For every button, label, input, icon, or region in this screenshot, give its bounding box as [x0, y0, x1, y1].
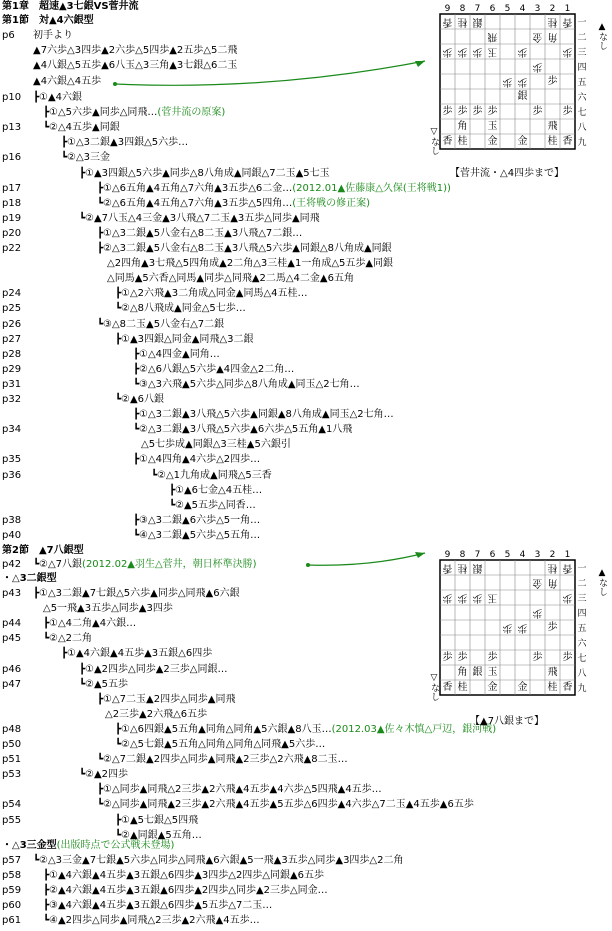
- shogi-piece: 歩: [472, 46, 483, 57]
- file-label: 1: [564, 4, 571, 14]
- shogi-piece: 歩: [562, 106, 573, 117]
- shogi-piece: 飛: [487, 31, 498, 42]
- hand-label: ▲なし: [597, 22, 607, 50]
- variation-line: ┗②△6五角▲4五角△7六角▲3五歩△5四角…(王将戦の修正案): [97, 197, 371, 209]
- page-ref: p51: [2, 754, 22, 766]
- shogi-piece: 金: [532, 31, 543, 42]
- file-label: 7: [474, 4, 481, 14]
- variation-line: △同馬▲5六香△同馬▲同歩△同飛▲2二馬△4二金▲6五角: [107, 273, 354, 285]
- file-label: 9: [444, 550, 451, 560]
- hand-label: ▽なし: [430, 127, 439, 155]
- opening-line: ▲4六銀△4五歩: [33, 76, 102, 87]
- page-ref: p6: [2, 30, 15, 41]
- page-ref: p10: [2, 92, 22, 103]
- variation-line: ┗④▲2四歩△同歩▲同飛△2三歩▲2六飛▲4五歩…: [43, 915, 260, 927]
- page-ref: p46: [2, 663, 22, 675]
- page-ref: p18: [2, 197, 22, 209]
- variation-line: ┣①△3二銀▲3四銀△5六歩…: [61, 137, 189, 149]
- rank-label: 五: [577, 624, 587, 634]
- shogi-piece: 歩: [472, 592, 483, 603]
- shogi-piece: 歩: [442, 106, 453, 117]
- shogi-piece: 歩: [487, 106, 498, 117]
- rank-label: 三: [577, 48, 587, 58]
- shogi-piece: 歩: [532, 652, 543, 663]
- file-label: 8: [459, 4, 466, 14]
- rank-label: 三: [577, 594, 587, 604]
- page-ref: p36: [2, 469, 22, 481]
- variation-line: ┗②△7八銀(2012.02▲羽生△菅井，朝日杯準決勝): [33, 559, 257, 570]
- file-label: 9: [444, 4, 451, 14]
- shogi-piece: 桂: [547, 16, 558, 27]
- variation-line: ┗②△8八飛成▲同金△5七歩…: [115, 303, 246, 315]
- shogi-piece: 歩: [502, 76, 513, 87]
- rank-label: 二: [577, 579, 587, 589]
- variation-line: ┣①▲3四銀△5六歩▲同歩△8八角成▲同銀△7二玉▲5七玉: [79, 167, 330, 179]
- page-ref: p24: [2, 288, 22, 300]
- shogi-piece: 歩: [547, 622, 558, 633]
- section2-title: 第2節 ▲7八銀型: [2, 545, 84, 556]
- variation-line: ┗③△3六飛▲5六歩△同歩△8八角成▲同玉△2七角…: [133, 378, 360, 390]
- shogi-piece: 歩: [562, 46, 573, 57]
- file-label: 4: [519, 550, 526, 560]
- shogi-piece: 角: [457, 121, 468, 132]
- variation-line: ┗②△3三金▲7七銀▲5六歩△同歩△同飛▲6六銀▲5一飛▲3五歩△同歩▲3四歩△2二角: [33, 855, 404, 866]
- section1-title: 第1節 対▲4六銀型: [2, 15, 94, 26]
- variation-line: ┣①△3二銀▲3八飛△5六歩▲同銀▲8八角成▲同玉△2七角…: [133, 409, 394, 421]
- rank-label: 八: [577, 123, 587, 133]
- rank-label: 七: [577, 108, 587, 118]
- variation-line: ┣②▲4六銀▲4五歩▲3五銀▲6四歩▲2四歩△同歩▲2三歩△同金…: [43, 885, 328, 897]
- rank-label: 四: [577, 63, 587, 73]
- shogi-piece: 歩: [457, 592, 468, 603]
- shogi-piece: 香: [562, 682, 573, 693]
- file-label: 6: [489, 550, 496, 560]
- rank-label: 九: [577, 138, 587, 148]
- page-ref: p47: [2, 678, 22, 690]
- variation-line: △5七歩成▲同銀△3三桂▲5六銀引: [141, 439, 291, 451]
- variation-line: ┗②▲5五歩△同香…: [169, 499, 256, 511]
- page-ref: p57: [2, 855, 22, 866]
- shogi-piece: 玉: [487, 121, 498, 132]
- variation-line: ┣①▲6七金△4五桂…: [169, 484, 263, 496]
- page-ref: p48: [2, 723, 22, 735]
- page-ref: p16: [2, 152, 22, 164]
- board-caption: 【▲7八銀まで】: [470, 716, 545, 727]
- shogi-piece: 角: [547, 31, 558, 42]
- variation-line: ┣③△3二銀▲6六歩△5一角…: [133, 514, 261, 526]
- variation-line: △5一飛▲3五歩△同歩▲3四歩: [43, 603, 173, 615]
- shogi-piece: 歩: [532, 106, 543, 117]
- file-label: 1: [564, 550, 571, 560]
- page-ref: p55: [2, 814, 22, 826]
- shogi-piece: 香: [442, 136, 453, 147]
- variation-line: ┗②△1九角成▲同飛△5三香: [151, 469, 272, 481]
- variation-line: ┣①△3二銀▲7七銀△5六歩▲同歩△同飛▲6六銀: [33, 588, 240, 599]
- variation-line: ┣①▲2四歩△同歩▲2三歩△同銀…: [79, 663, 228, 675]
- shogi-piece: 銀: [472, 562, 483, 573]
- shogi-board-1: [430, 2, 610, 182]
- variation-line: ┣①▲4六銀▲4五歩▲3五銀△6四歩: [61, 648, 213, 660]
- opening-line: ▲4八銀△5五歩▲6八玉△3三角▲3七銀△6二玉: [33, 60, 238, 71]
- arrow-to-board2: [300, 545, 430, 575]
- rank-label: 八: [577, 669, 587, 679]
- variation-line: ┗②△3三金: [61, 152, 111, 164]
- shogi-piece: 玉: [487, 667, 498, 678]
- file-label: 3: [534, 550, 541, 560]
- shogi-piece: 歩: [532, 61, 543, 72]
- variation-line: ┣①△5六歩▲同歩△同飛…(菅井流の原案): [43, 107, 226, 119]
- variation-line: ┗④△3二銀▲5六歩△5五角…: [133, 529, 261, 541]
- shogi-piece: 歩: [457, 46, 468, 57]
- shogi-piece: 銀: [472, 667, 483, 678]
- page-ref: p20: [2, 227, 22, 239]
- page-ref: p50: [2, 739, 22, 750]
- shogi-piece: 香: [562, 16, 573, 27]
- shogi-piece: 銀: [472, 16, 483, 27]
- page-ref: p22: [2, 243, 22, 254]
- variation-line: ┣①△6五角▲4五角△7六角▲3五歩△6二金…(2012.01▲佐藤康△久保(王将戦1)): [97, 182, 451, 194]
- shogi-piece: 桂: [457, 136, 468, 147]
- shogi-piece: 歩: [442, 46, 453, 57]
- shogi-piece: 香: [562, 136, 573, 147]
- shogi-piece: 歩: [517, 76, 528, 87]
- page-ref: p40: [2, 529, 22, 541]
- variation-line: ┣①△4四角▲4六歩△2四歩…: [133, 454, 261, 466]
- variation-line: ┣①▲5七銀△5四飛: [115, 814, 199, 826]
- hand-label: ▲なし: [597, 568, 607, 596]
- page-ref: p53: [2, 769, 22, 781]
- shogi-piece: 玉: [487, 46, 498, 57]
- variation-line: ┗②△同歩▲同飛▲2三歩▲2六飛▲4五歩▲5五歩△6四歩▲4六歩△7二玉▲4五歩▲6五歩: [97, 799, 474, 811]
- rank-label: 二: [577, 33, 587, 43]
- shogi-piece: 金: [517, 136, 528, 147]
- page-ref: p58: [2, 870, 22, 882]
- variation-line: △2四角▲3七飛△5四角成▲2二角△3三桂▲1一角成△5五歩▲同銀: [107, 258, 394, 270]
- variation-line: ┣②△3二銀▲5八金右△8二玉▲3八飛△5六歩▲同銀△8八角成▲同銀: [97, 243, 392, 254]
- page-ref: p54: [2, 799, 22, 811]
- shogi-piece: 飛: [547, 121, 558, 132]
- page-ref: p45: [2, 633, 22, 645]
- variation-line: ┗②△7二銀▲2四歩△同歩▲同飛▲2三歩△2六飛▲8二玉…: [97, 754, 348, 766]
- shogi-piece: 歩: [517, 622, 528, 633]
- shogi-piece: 金: [517, 682, 528, 693]
- shogi-piece: 飛: [547, 667, 558, 678]
- variation-line: △2三歩▲2六飛△6五歩: [105, 708, 208, 720]
- shogi-piece: 歩: [532, 607, 543, 618]
- file-label: 2: [549, 550, 556, 560]
- page-ref: p25: [2, 303, 22, 315]
- variation-line: ┣①△7二玉▲2四歩△同歩▲同飛: [97, 693, 236, 705]
- variation-line: ┗②▲同銀▲5五角…: [115, 829, 202, 841]
- shogi-board-2: [430, 548, 610, 728]
- page-ref: p60: [2, 900, 22, 912]
- variation-line: ┗②▲5五歩: [79, 678, 129, 690]
- page-ref: p29: [2, 363, 22, 375]
- rank-label: 六: [577, 639, 587, 649]
- variation-line: ┣①△同歩▲同飛△2三歩▲2六飛▲4五歩▲4六歩△5四飛▲4五歩…: [97, 784, 382, 796]
- rank-label: 九: [577, 684, 587, 694]
- rank-label: 一: [577, 564, 587, 574]
- page-ref: p59: [2, 885, 22, 897]
- shogi-piece: 歩: [562, 592, 573, 603]
- file-label: 5: [504, 4, 511, 14]
- file-label: 6: [489, 4, 496, 14]
- shogi-piece: 香: [442, 562, 453, 573]
- page-ref: p35: [2, 454, 22, 466]
- variation-line: ┣①▲3四銀△同金▲同飛△3二銀: [115, 333, 254, 345]
- shogi-piece: 桂: [457, 562, 468, 573]
- shogi-piece: 玉: [487, 592, 498, 603]
- opening-line: 初手より: [33, 30, 73, 41]
- variation-line: ┗②▲6八銀: [115, 394, 165, 405]
- rank-label: 六: [577, 93, 587, 103]
- rank-label: 五: [577, 78, 587, 88]
- page-ref: p28: [2, 348, 22, 360]
- shogi-piece: 角: [547, 577, 558, 588]
- variation-line: ┣①▲4六銀▲4五歩▲3五銀△6四歩▲3四歩△2四歩△同銀▲6五歩: [43, 870, 325, 882]
- shogi-piece: 香: [562, 562, 573, 573]
- variation-line: ┣①▲4六銀: [33, 92, 83, 103]
- chapter-title: 第1章 超速▲3七銀VS菅井流: [2, 1, 139, 12]
- shogi-piece: 桂: [547, 562, 558, 573]
- variation-line: ┗②△2二角: [43, 633, 93, 645]
- page-ref: p19: [2, 212, 22, 224]
- file-label: 3: [534, 4, 541, 14]
- variation-line: ┗②▲7八玉△4三金▲3八飛△7二玉▲3五歩△同歩▲同飛: [79, 212, 320, 224]
- opening-line: ▲7六歩△3四歩▲2六歩△5四歩▲2五歩△5二飛: [33, 45, 238, 56]
- variation-line: ┗②△5七銀▲5五角△同角△同角△同飛▲5六歩…: [115, 739, 326, 750]
- page-ref: p44: [2, 618, 22, 630]
- variation-line: ┣③▲4六銀▲4五歩▲3五銀△6四歩▲5五歩△7二玉…: [43, 900, 273, 912]
- shogi-piece: 歩: [562, 652, 573, 663]
- shogi-piece: 歩: [442, 592, 453, 603]
- page-ref: p43: [2, 588, 22, 599]
- subsection-title: ・△3二銀型: [2, 573, 57, 584]
- variation-line: ┗②△4五歩▲同銀: [43, 122, 120, 134]
- shogi-piece: 桂: [457, 16, 468, 27]
- subsection-title: ・△3三金型(出版時点で公式戦未登場): [2, 840, 175, 851]
- hand-label: ▽なし: [430, 673, 439, 701]
- shogi-piece: 金: [487, 682, 498, 693]
- file-label: 4: [519, 4, 526, 14]
- file-label: 5: [504, 550, 511, 560]
- page-ref: p42: [2, 559, 22, 570]
- page-ref: p13: [2, 122, 22, 134]
- shogi-piece: 香: [442, 16, 453, 27]
- file-label: 7: [474, 550, 481, 560]
- shogi-piece: 香: [442, 682, 453, 693]
- variation-line: ┣②△6八銀△5六歩▲4四金△2二角…: [133, 363, 295, 375]
- shogi-piece: 銀: [517, 91, 528, 102]
- variation-line: ┗③△8二玉▲5八金右△7二銀: [97, 318, 225, 330]
- variation-line: ┣①△6四銀▲5五角▲同角△同角▲5六銀▲8八玉…(2012.03▲佐々木慎△戸辺，銀河戦): [115, 723, 497, 735]
- file-label: 8: [459, 550, 466, 560]
- page-ref: p31: [2, 378, 22, 390]
- arrow-to-board1: [110, 55, 430, 95]
- variation-line: ┣①△2六飛▲3二角成△同金▲同馬△4五桂…: [115, 288, 308, 300]
- rank-label: 四: [577, 609, 587, 619]
- shogi-piece: 金: [487, 136, 498, 147]
- page-ref: p34: [2, 424, 22, 436]
- rank-label: 七: [577, 654, 587, 664]
- shogi-piece: 歩: [442, 652, 453, 663]
- page-ref: p26: [2, 318, 22, 330]
- variation-line: ┗②▲2四歩: [79, 769, 129, 781]
- shogi-piece: 桂: [547, 682, 558, 693]
- shogi-piece: 桂: [457, 682, 468, 693]
- shogi-piece: 歩: [487, 652, 498, 663]
- rank-label: 一: [577, 18, 587, 28]
- shogi-piece: 角: [457, 667, 468, 678]
- board-caption: 【菅井流・△4四歩まで】: [450, 168, 565, 179]
- file-label: 2: [549, 4, 556, 14]
- page-ref: p27: [2, 333, 22, 345]
- page-ref: p38: [2, 514, 22, 526]
- shogi-piece: 歩: [457, 652, 468, 663]
- shogi-piece: 歩: [502, 622, 513, 633]
- shogi-piece: 歩: [547, 76, 558, 87]
- variation-line: ┗②△3二銀▲3八飛△5六歩▲6六歩△5五角▲1八飛: [133, 424, 353, 436]
- page-ref: p32: [2, 394, 22, 405]
- variation-line: ┣①△4二角▲4六銀…: [43, 618, 137, 630]
- shogi-piece: 桂: [547, 136, 558, 147]
- shogi-piece: 歩: [472, 106, 483, 117]
- variation-line: ┣①△4四金▲同角…: [133, 348, 220, 360]
- shogi-piece: 歩: [517, 46, 528, 57]
- page-ref: p61: [2, 915, 22, 927]
- shogi-piece: 金: [532, 577, 543, 588]
- variation-line: ┣①△3二銀▲5八金右△8二玉▲3八飛△7二銀…: [97, 227, 303, 239]
- shogi-piece: 歩: [457, 106, 468, 117]
- page-ref: p17: [2, 182, 22, 194]
